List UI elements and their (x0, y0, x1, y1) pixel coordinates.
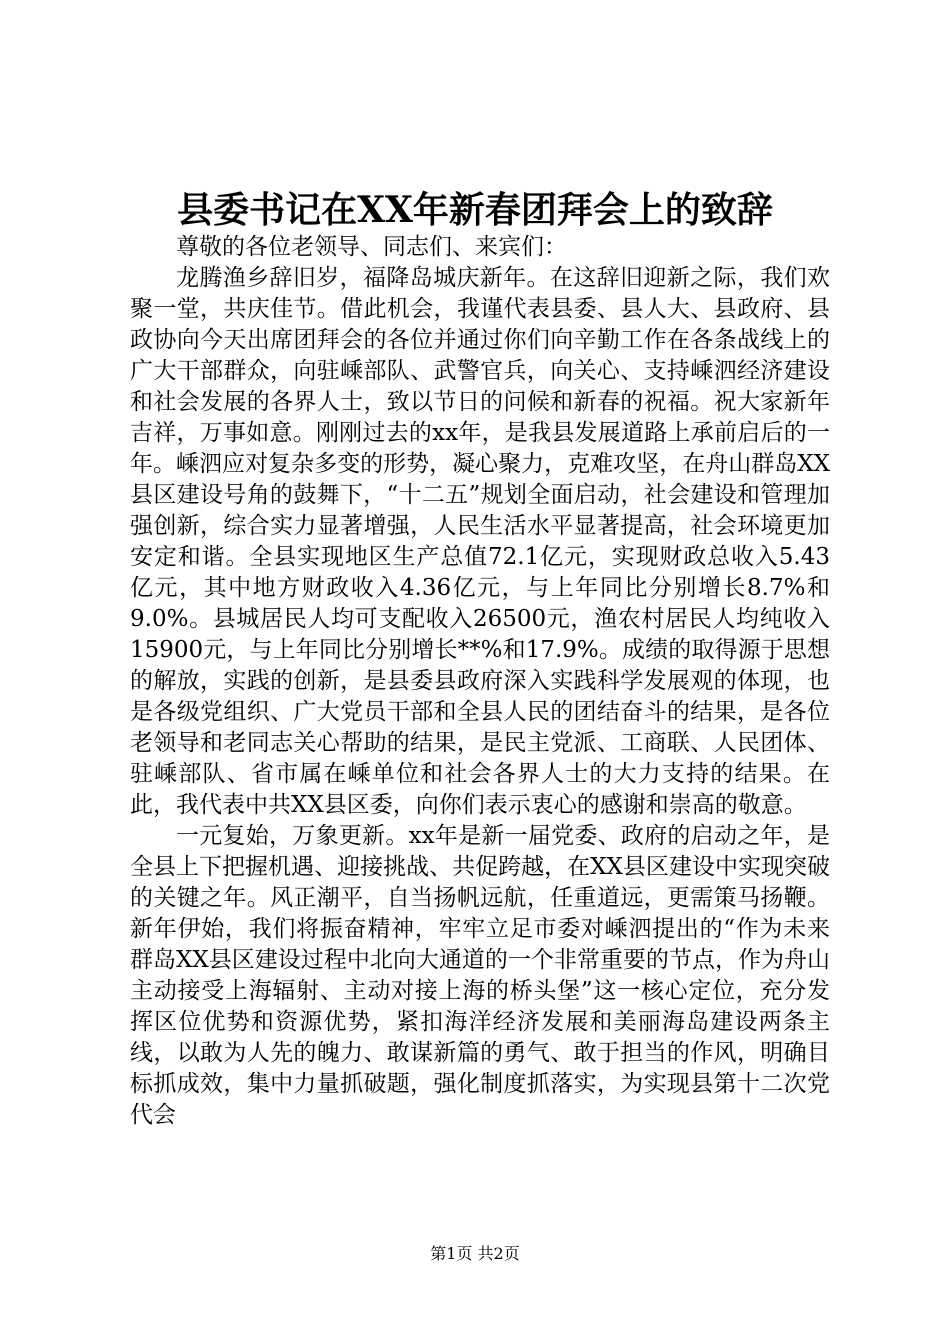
salutation: 尊敬的各位老领导、同志们、来宾们： (176, 234, 567, 260)
document-body (130, 232, 830, 1131)
paragraph-2: 一元复始，万象更新。xx年是新一届党委、政府的启动之年，是全县上下把握机遇、迎接挑战、共促跨越，在XX县区建设中实现突破的关键之年。风正潮平，自当扬帆远航，任重道远，更需策马扬鞭。新年伊始，我们将振奋精神，牢牢立足市委对嵊泗提出的“作为未来群岛XX县区建设过程中北向大通道的一个非常重要的节点，作为舟山主动接受上海辐射、主动对接上海的桥头堡”这一核心定位，充分发挥区位优势和资源优势，紧扣海洋经济发展和美丽海岛建设两条主线，以敢为人先的魄力、敢谋新篇的勇气、敢于担当的作风，明确目标抓成效，集中力量抓破题，强化制度抓落实，为实现县第十二次党代会 (130, 823, 830, 1128)
document-title: 县委书记在XX年新春团拜会上的致辞 (177, 189, 773, 231)
page-footer: 第1页 共2页 (430, 1244, 520, 1263)
paragraph-1: 龙腾渔乡辞旧岁，福降岛城庆新年。在这辞旧迎新之际，我们欢聚一堂，共庆佳节。借此机会，我谨代表县委、县人大、县政府、县政协向今天出席团拜会的各位并通过你们向辛勤工作在各条战线上的广大干部群众，向驻嵊部队、武警官兵，向关心、支持嵊泗经济建设和社会发展的各界人士，致以节日的问候和新春的祝福。祝大家新年吉祥，万事如意。刚刚过去的xx年，是我县发展道路上承前启后的一年。嵊泗应对复杂多变的形势，凝心聚力，克难攻坚，在舟山群岛XX县区建设号角的鼓舞下，“十二五”规划全面启动，社会建设和管理加强创新，综合实力显著增强，人民生活水平显著提高，社会环境更加安定和谐。全县实现地区生产总值72.1亿元，实现财政总收入5.43亿元，其中地方财政收入4.36亿元，与上年同比分别增长8.7%和9.0%。县城居民人均可支配收入26500元，渔农村居民人均纯收入15900元，与上年同比分别增长**%和17.9%。成绩的取得源于思想的解放，实践的创新，是县委县政府深入实践科学发展观的体现，也是各级党组织、广大党员干部和全县人民的团结奋斗的结果，是各位老领导和老同志关心帮助的结果，是民主党派、工商联、人民团体、驻嵊部队、省市属在嵊单位和社会各界人士的大力支持的结果。在此，我代表中共XX县区委，向你们表示衷心的感谢和崇高的敬意。 (130, 265, 830, 818)
